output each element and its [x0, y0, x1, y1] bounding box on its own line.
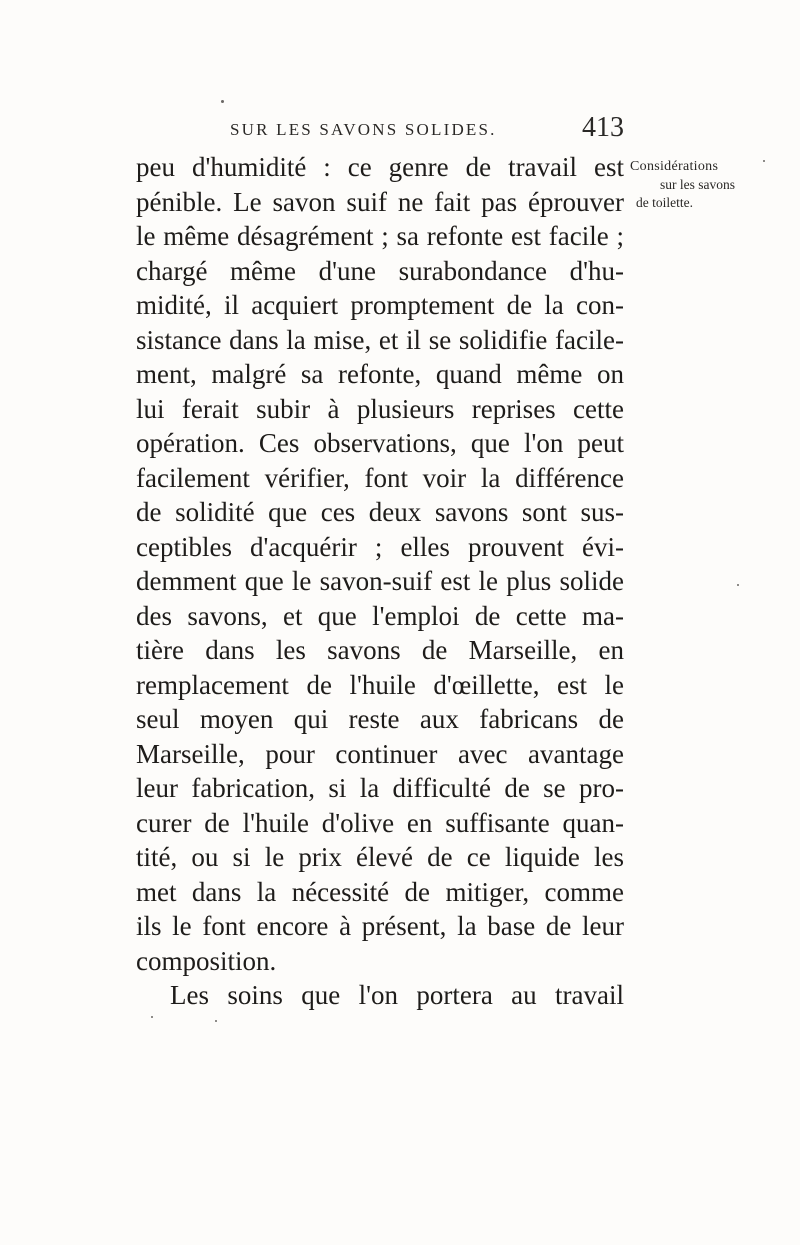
text-line: seul moyen qui reste aux fabricans de — [136, 704, 624, 734]
text-line: tière dans les savons de Marseille, en — [136, 635, 624, 665]
text-line: ils le font encore à présent, la base de leur — [136, 911, 624, 941]
paper-speck — [763, 160, 765, 162]
text-line: facilement vérifier, font voir la différence — [136, 462, 624, 493]
margin-note-line: sur les savons — [660, 177, 735, 192]
text-line: leur fabrication, si la difficulté de se pro- — [136, 773, 624, 803]
body-text — [136, 150, 624, 1013]
text-line: composition. — [136, 945, 277, 976]
page-number: 413 — [582, 112, 624, 143]
text-line: le même désagrément ; sa refonte est facile ; — [136, 221, 624, 251]
text-line: pénible. Le savon suif ne fait pas éprouver — [136, 186, 624, 217]
text-line: Marseille, pour continuer avec avantage — [136, 738, 624, 769]
paper-speck — [737, 584, 739, 586]
text-line: curer de l'huile d'olive en suffisante quan- — [136, 807, 624, 838]
text-line: sistance dans la mise, et il se solidifie facile- — [136, 324, 624, 355]
text-line: midité, il acquiert promptement de la con- — [136, 290, 624, 320]
text-line: remplacement de l'huile d'œillette, est le — [136, 669, 624, 700]
text-line: peu d'humidité : ce genre de travail est — [136, 152, 624, 182]
margin-note-line: de toilette. — [636, 195, 693, 210]
paragraph-start-line: Les soins que l'on portera au travail — [170, 980, 624, 1010]
text-line: ment, malgré sa refonte, quand même on — [136, 359, 624, 389]
running-title: SUR LES SAVONS SOLIDES. — [230, 120, 497, 139]
margin-note — [630, 158, 740, 212]
text-line: met dans la nécessité de mitiger, comme — [136, 876, 624, 907]
text-line: demment que le savon-suif est le plus solide — [136, 566, 624, 596]
text-line: opération. Ces observations, que l'on peut — [136, 428, 624, 458]
paper-speck — [151, 1016, 153, 1018]
text-line: des savons, et que l'emploi de cette ma- — [136, 600, 624, 631]
text-line: ceptibles d'acquérir ; elles prouvent évi- — [136, 531, 624, 562]
running-head — [138, 114, 624, 148]
paper-speck — [215, 1020, 217, 1022]
margin-note-line: Considérations — [630, 159, 719, 174]
text-line: chargé même d'une surabondance d'hu- — [136, 255, 624, 286]
text-line: tité, ou si le prix élevé de ce liquide les — [136, 842, 624, 872]
text-line: de solidité que ces deux savons sont sus- — [136, 497, 624, 527]
paper-speck — [221, 100, 224, 103]
text-line: lui ferait subir à plusieurs reprises cette — [136, 393, 624, 424]
